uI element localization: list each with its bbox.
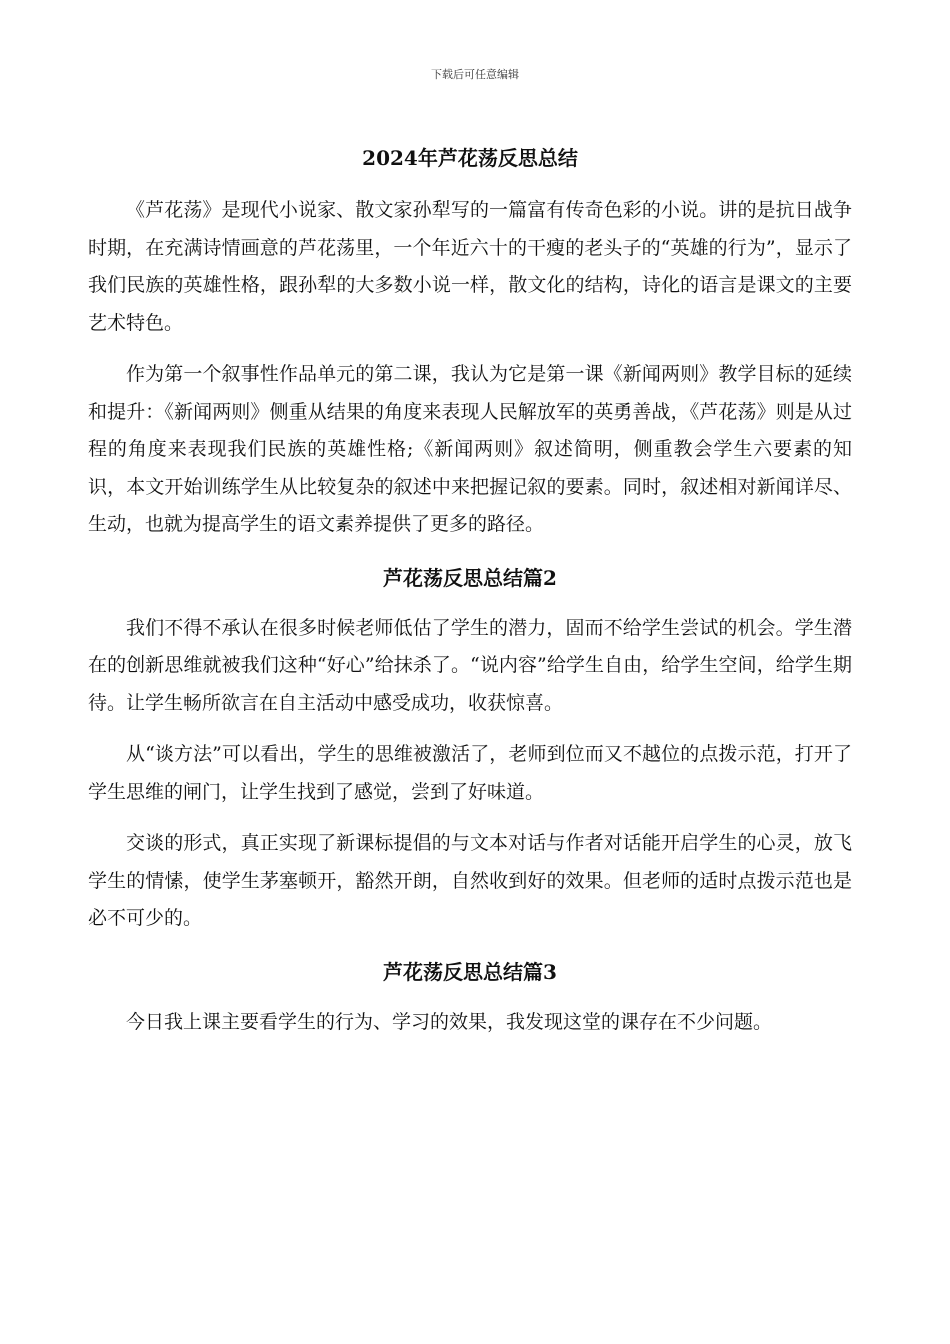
paragraph: 作为第一个叙事性作品单元的第二课，我认为它是第一课《新闻两则》教学目标的延续和提升：《新闻两则》侧重从结果的角度来表现人民解放军的英勇善战，《芦花荡》则是从过程的角度来表现我们民族的英雄性格;《新闻两则》叙述简明，侧重教会学生六要素的知识，本文开始训练学生从比较复杂的叙述中来把握记叙的要素。同时，叙述相对新闻详尽、生动，也就为提高学生的语文素养提供了更多的路径。: [88, 363, 852, 535]
section-heading: 芦花荡反思总结篇3: [383, 959, 557, 984]
document-body: [88, 138, 852, 1055]
paragraph: 《芦花荡》是现代小说家、散文家孙犁写的一篇富有传奇色彩的小说。讲的是抗日战争时期，在充满诗情画意的芦花荡里，一个年近六十的干瘦的老头子的“英雄的行为”，显示了我们民族的英雄性格，跟孙犁的大多数小说一样，散文化的结构，诗化的语言是课文的主要艺术特色。: [88, 199, 852, 334]
paragraph: 从“谈方法”可以看出，学生的思维被激活了，老师到位而又不越位的点拨示范，打开了学生思维的闸门，让学生找到了感觉，尝到了好味道。: [88, 743, 852, 803]
paragraph: 今日我上课主要看学生的行为、学习的效果，我发现这堂的课存在不少问题。: [126, 1010, 773, 1033]
document-title: 2024年芦花荡反思总结: [362, 146, 578, 170]
header-note: 下载后可任意编辑: [431, 68, 519, 81]
paragraph: 我们不得不承认在很多时候老师低估了学生的潜力，固而不给学生尝试的机会。学生潜在的创新思维就被我们这种“好心”给抹杀了。“说内容”给学生自由，给学生空间，给学生期待。让学生畅所欲言在自主活动中感受成功，收获惊喜。: [88, 616, 852, 714]
section-heading: 芦花荡反思总结篇2: [383, 565, 557, 590]
paragraph: 交谈的形式，真正实现了新课标提倡的与文本对话与作者对话能开启学生的心灵，放飞学生的情愫，使学生茅塞顿开，豁然开朗，自然收到好的效果。但老师的适时点拨示范也是必不可少的。: [88, 832, 852, 929]
